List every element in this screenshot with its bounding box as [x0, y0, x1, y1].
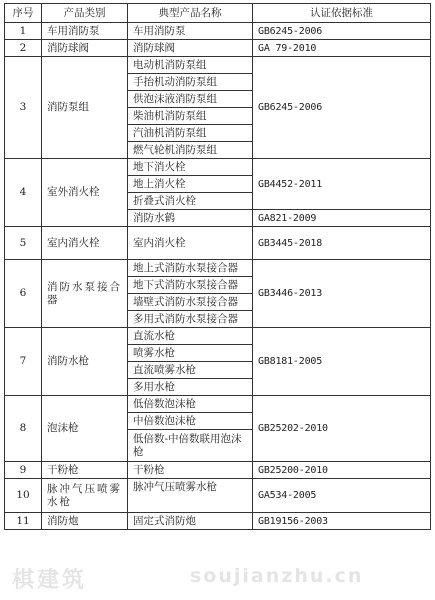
product-name: 消防水鹤 — [128, 210, 253, 227]
product-name: 车用消防泵 — [128, 23, 253, 40]
row-number: 3 — [5, 57, 42, 159]
table-row — [5, 159, 431, 176]
watermark-url: soujianzhu.cn — [190, 565, 364, 587]
standard-code: GB25202-2010 — [253, 396, 431, 462]
product-name: 燃气轮机消防泵组 — [128, 142, 253, 159]
table-row — [5, 23, 431, 40]
product-name: 地下消火栓 — [128, 159, 253, 176]
product-category: 消防炮 — [42, 513, 128, 530]
product-name: 中倍数泡沫枪 — [128, 413, 253, 430]
product-name: 直流喷雾水枪 — [128, 362, 253, 379]
standard-code: GB3446-2013 — [253, 260, 431, 328]
table-row — [5, 40, 431, 57]
row-number: 1 — [5, 23, 42, 40]
product-category: 脉冲气压喷雾水枪 — [42, 479, 128, 513]
table-row — [5, 57, 431, 74]
product-name: 柴油机消防泵组 — [128, 108, 253, 125]
product-name: 固定式消防炮 — [128, 513, 253, 530]
product-name: 脉冲气压喷雾水枪 — [128, 479, 253, 513]
product-name: 地上式消防水泵接合器 — [128, 260, 253, 277]
product-name: 手抬机动消防泵组 — [128, 74, 253, 91]
product-name: 低倍数-中倍数联用泡沫枪 — [128, 430, 253, 462]
product-category: 消防水枪 — [42, 328, 128, 396]
product-category: 室内消火栓 — [42, 227, 128, 260]
row-number: 8 — [5, 396, 42, 462]
row-number: 4 — [5, 159, 42, 227]
watermark-chinese: 棋建筑 — [12, 568, 88, 593]
product-name: 多用式消防水泵接合器 — [128, 311, 253, 328]
product-name: 多用水枪 — [128, 379, 253, 396]
product-name: 地下式消防水泵接合器 — [128, 277, 253, 294]
row-number: 5 — [5, 227, 42, 260]
product-category: 干粉枪 — [42, 462, 128, 479]
product-name: 消防球阀 — [128, 40, 253, 57]
product-name: 供泡沫液消防泵组 — [128, 91, 253, 108]
row-number: 6 — [5, 260, 42, 328]
row-number: 10 — [5, 479, 42, 513]
header-row — [5, 4, 431, 23]
product-category: 消防水泵接合器 — [42, 260, 128, 328]
product-name: 折叠式消火栓 — [128, 193, 253, 210]
table-row — [5, 479, 431, 513]
product-name: 低倍数泡沫枪 — [128, 396, 253, 413]
row-number: 7 — [5, 328, 42, 396]
product-name: 电动机消防泵组 — [128, 57, 253, 74]
certification-table — [4, 3, 431, 530]
product-name: 喷雾水枪 — [128, 345, 253, 362]
standard-code: GB6245-2006 — [253, 23, 431, 40]
table-row — [5, 260, 431, 277]
standard-code: GB19156-2003 — [253, 513, 431, 530]
standard-code: GA534-2005 — [253, 479, 431, 513]
standard-code: GB25200-2010 — [253, 462, 431, 479]
product-name: 墙壁式消防水泵接合器 — [128, 294, 253, 311]
standard-code: GA821-2009 — [253, 210, 431, 227]
header-standard: 认证依据标准 — [253, 4, 431, 23]
product-name: 地上消火栓 — [128, 176, 253, 193]
product-category: 泡沫枪 — [42, 396, 128, 462]
product-name: 汽油机消防泵组 — [128, 125, 253, 142]
standard-code: GB6245-2006 — [253, 57, 431, 159]
standard-code: GB4452-2011 — [253, 159, 431, 210]
table-row — [5, 513, 431, 530]
table-row — [5, 328, 431, 345]
product-category: 车用消防泵 — [42, 23, 128, 40]
row-number: 2 — [5, 40, 42, 57]
table-row — [5, 462, 431, 479]
row-number: 9 — [5, 462, 42, 479]
watermark — [0, 563, 435, 593]
table-row — [5, 396, 431, 413]
header-category: 产品类别 — [42, 4, 128, 23]
product-category: 消防球阀 — [42, 40, 128, 57]
standard-code: GB8181-2005 — [253, 328, 431, 396]
product-name: 室内消火栓 — [128, 227, 253, 260]
product-name: 直流水枪 — [128, 328, 253, 345]
row-number: 11 — [5, 513, 42, 530]
standard-code: GB3445-2018 — [253, 227, 431, 260]
product-category: 室外消火栓 — [42, 159, 128, 227]
product-category: 消防泵组 — [42, 57, 128, 159]
header-no: 序号 — [5, 4, 42, 23]
standard-code: GA 79-2010 — [253, 40, 431, 57]
header-product-name: 典型产品名称 — [128, 4, 253, 23]
table-row — [5, 227, 431, 260]
product-name: 干粉枪 — [128, 462, 253, 479]
